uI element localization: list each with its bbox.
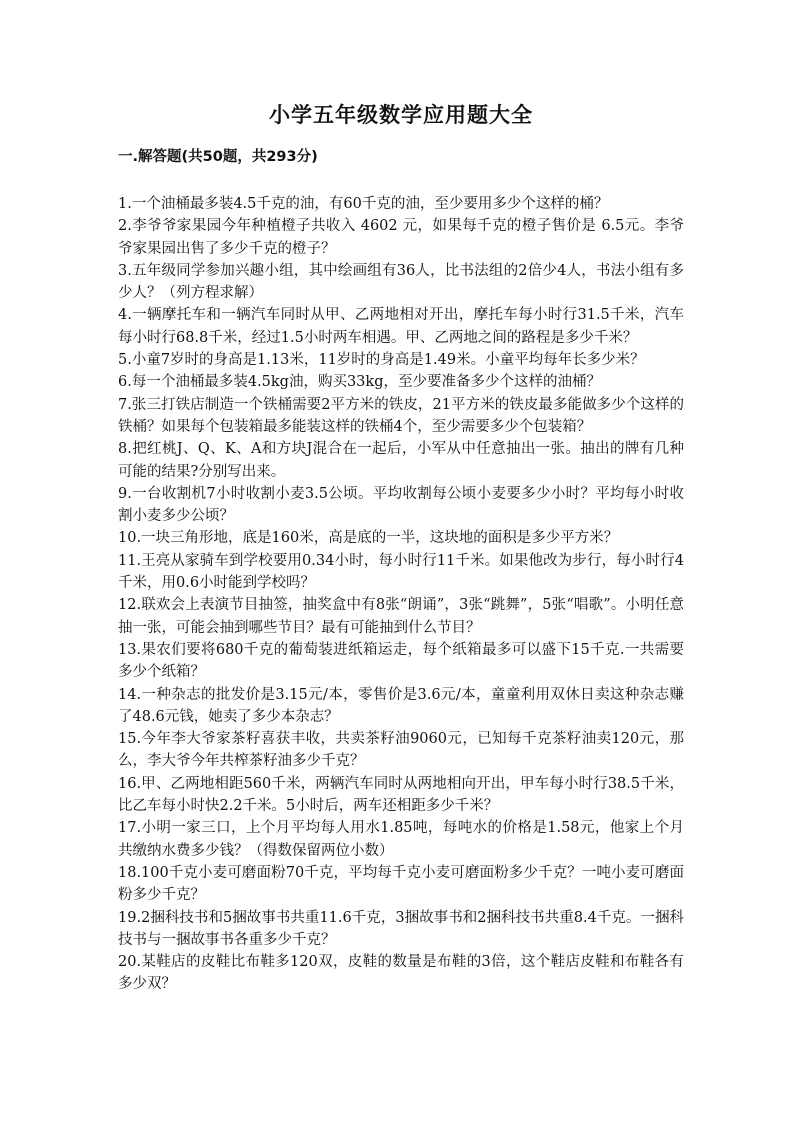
question-item: 16.甲、乙两地相距560千米，两辆汽车同时从两地相向开出，甲车每小时行38.5千米，比乙车每小时快2.2千米。5小时后，两车还相距多少千米？ [118,775,684,815]
question-item: 9.一台收割机7小时收割小麦3.5公顷。平均收割每公顷小麦要多少小时？平均每小时收割小麦多少公顷？ [118,485,684,525]
question-item: 3.五年级同学参加兴趣小组，其中绘画组有36人，比书法组的2倍少4人，书法小组有多少人？（列方程求解） [118,262,684,302]
question-item: 14.一种杂志的批发价是3.15元/本，零售价是3.6元/本，童童利用双休日卖这种杂志赚了48.6元钱，她卖了多少本杂志？ [118,686,684,725]
question-item: 17.小明一家三口，上个月平均每人用水1.85吨，每吨水的价格是1.58元，他家上个月共缴纳水费多少钱？（得数保留两位小数） [118,820,684,859]
question-item: 1.一个油桶最多装4.5千克的油，有60千克的油，至少要用多少个这样的桶？ [118,196,609,212]
question-item: 4.一辆摩托车和一辆汽车同时从甲、乙两地相对开出，摩托车每小时行31.5千米，汽车每小时行68.8千米，经过1.5小时两车相遇。甲、乙两地之间的路程是多少千米？ [118,307,684,346]
question-item: 18.100千克小麦可磨面粉70千克，平均每千克小麦可磨面粉多少千克？一吨小麦可磨面粉多少千克？ [118,864,684,904]
question-item: 5.小童7岁时的身高是1.13米，11岁时的身高是1.49米。小童平均每年长多少米？ [118,352,645,369]
question-item: 6.每一个油桶最多装4.5kg油，购买33kg，至少要准备多少个这样的油桶？ [118,374,601,391]
question-item: 19.2捆科技书和5捆故事书共重11.6千克，3捆故事书和2捆科技书共重8.4千克。一捆科技书与一捆故事书各重多少千克？ [118,909,684,948]
question-item: 15.今年李大爷家茶籽喜获丰收，共卖茶籽油9060元，已知每千克茶籽油卖120元，那么，李大爷今年共榨茶籽油多少千克？ [118,731,684,770]
question-item: 11.王亮从家骑车到学校要用0.34小时，每小时行11千米。如果他改为步行，每小时行4千米，用0.6小时能到学校吗？ [118,552,684,592]
question-item: 7.张三打铁店制造一个铁桶需要2平方米的铁皮，21平方米的铁皮最多能做多少个这样的铁桶？如果每个包装箱最多能装这样的铁桶4个，至少需要多少个包装箱？ [118,396,684,435]
question-item: 12.联欢会上表演节目抽签，抽奖盒中有8张“朗诵”，3张“跳舞”，5张“唱歌”。小明任意抽一张，可能会抽到哪些节目？最有可能抽到什么节目？ [118,597,684,636]
question-item: 8.把红桃J、Q、K、A和方块J混合在一起后，小军从中任意抽出一张。抽出的牌有几种可能的结果?分别写出来。 [118,441,684,480]
question-item: 2.李爷爷家果园今年种植橙子共收入 4602 元，如果每千克的橙子售价是 6.5元。李爷爷家果园出售了多少千克的橙子？ [118,218,684,257]
question-item: 20.某鞋店的皮鞋比布鞋多120双，皮鞋的数量是布鞋的3倍，这个鞋店皮鞋和布鞋各有多少双？ [118,954,684,993]
question-list [118,193,684,996]
section-heading: 一.解答题(共50题，共293分) [118,149,318,165]
question-item: 13.果农们要将680千克的葡萄装进纸箱运走，每个纸箱最多可以盛下15千克.一共需要多少个纸箱？ [118,641,684,681]
document-page [118,100,684,996]
question-item: 10.一块三角形地，底是160米，高是底的一半，这块地的面积是多少平方米？ [118,530,619,547]
document-title: 小学五年级数学应用题大全 [269,103,533,127]
